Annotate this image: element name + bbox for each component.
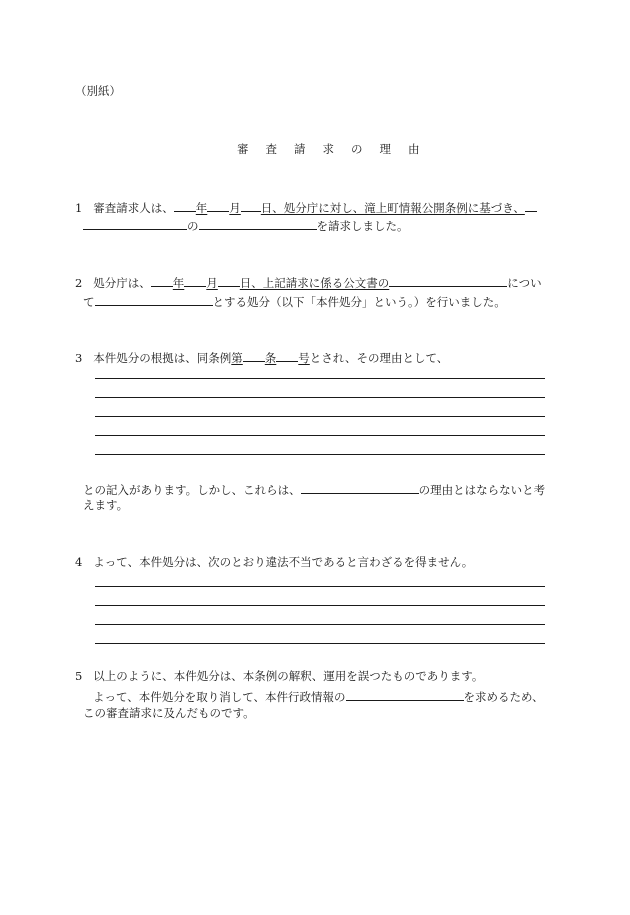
reason-line[interactable]: [95, 378, 545, 379]
section-1-line-2: [83, 218, 409, 233]
section-text: とされ、その理由として、: [309, 351, 449, 365]
clause-label: 条: [264, 351, 277, 365]
blank-field[interactable]: [525, 200, 537, 212]
section-number: 2: [75, 276, 83, 290]
blank-field[interactable]: [389, 275, 507, 287]
title-char: 査: [265, 142, 277, 156]
month-label: 月: [229, 201, 241, 215]
blank-field[interactable]: [151, 275, 173, 287]
blank-field[interactable]: [184, 275, 206, 287]
year-label: 年: [172, 276, 185, 290]
section-text: 審査請求人は、: [93, 201, 174, 215]
blank-field[interactable]: [241, 200, 261, 212]
blank-field[interactable]: [83, 218, 187, 230]
section-text: につい: [507, 276, 542, 290]
blank-field[interactable]: [207, 200, 229, 212]
reason-line[interactable]: [95, 397, 545, 398]
day-text: 日、上記請求に係る公文書の: [239, 276, 390, 290]
reason-line[interactable]: [95, 586, 545, 587]
reason-line[interactable]: [95, 605, 545, 606]
blank-field[interactable]: [218, 275, 240, 287]
blank-field[interactable]: [301, 482, 419, 494]
section-3-line-1: [75, 350, 448, 365]
section-text: とする処分（以下「本件処分」という。）を行いました。: [212, 295, 506, 309]
section-2-line-2: [83, 294, 506, 309]
article-label: 第: [231, 351, 243, 365]
blank-field[interactable]: [174, 200, 196, 212]
section-text: よって、本件処分を取り消して、本件行政情報の: [93, 690, 346, 704]
blank-field[interactable]: [95, 294, 213, 306]
blank-field[interactable]: [276, 350, 298, 362]
section-text: の: [187, 219, 199, 233]
section-number: 3: [75, 351, 83, 365]
title-char: 請: [294, 142, 306, 156]
reason-line[interactable]: [95, 454, 545, 455]
reason-line[interactable]: [95, 643, 545, 644]
section-text: 処分庁は、: [93, 276, 151, 290]
blank-field[interactable]: [199, 218, 317, 230]
title-char: 由: [408, 142, 420, 156]
section-2-line-1: [75, 275, 542, 290]
title-char: 求: [322, 142, 334, 156]
section-text: の理由とはならないと考: [418, 483, 546, 497]
section-text: を請求しました。: [316, 219, 409, 233]
section-1-line-1: [75, 200, 537, 215]
title-char: 理: [379, 142, 391, 156]
section-number: 1: [75, 201, 83, 215]
blank-field[interactable]: [243, 350, 265, 362]
section-text: よって、本件処分は、次のとおり違法不当であると言わざるを得ません。: [93, 555, 474, 569]
section-5-line-1: [75, 671, 483, 683]
section-text: 以上のように、本件処分は、本条例の解釈、運用を誤つたものであります。: [93, 669, 484, 683]
section-text: との記入があります。しかし、これらは、: [83, 483, 301, 497]
section-number: 4: [75, 555, 83, 569]
document-title: [237, 144, 437, 156]
section-5-line-3: この審査請求に及んだものです。: [83, 706, 255, 720]
section-3-line-3: えます。: [83, 498, 129, 512]
reason-line[interactable]: [95, 416, 545, 417]
section-text: て: [83, 295, 95, 309]
title-char: の: [351, 142, 363, 156]
item-label: 号: [298, 351, 310, 365]
day-text: 日、処分庁に対し、滝上町情報公開条例に基づき、: [260, 201, 525, 215]
reason-line[interactable]: [95, 435, 545, 436]
section-text: 本件処分の根拠は、同条例: [93, 351, 232, 365]
blank-field[interactable]: [346, 689, 464, 701]
section-text: を求めるため、: [463, 690, 544, 704]
title-char: 審: [237, 142, 249, 156]
section-5-line-2: [93, 689, 544, 704]
reason-line[interactable]: [95, 624, 545, 625]
month-label: 月: [206, 276, 218, 290]
section-4-line-1: [75, 557, 473, 569]
section-3-line-2: [83, 482, 545, 497]
year-label: 年: [195, 201, 208, 215]
section-number: 5: [75, 669, 83, 683]
attachment-label: （別紙）: [75, 84, 121, 98]
